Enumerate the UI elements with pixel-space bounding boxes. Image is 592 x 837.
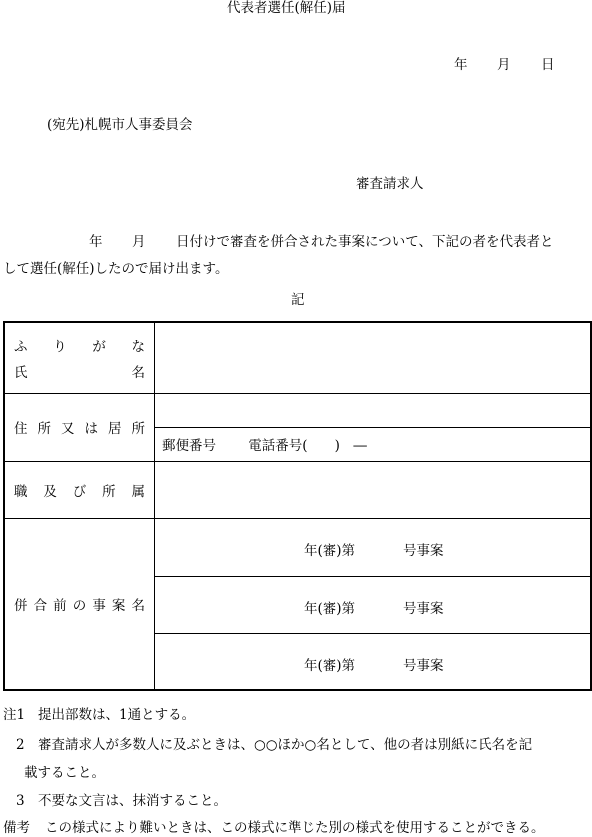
remark-label: 備考	[3, 820, 30, 836]
contact-cell[interactable]	[155, 427, 592, 461]
furigana-label: ふ り が な	[14, 338, 145, 355]
page-title: 代表者選任(解任)届	[227, 0, 346, 16]
note-2-text: 審査請求人が多数人に及ぶときは、○○ほか○名として、他の者は別紙に氏名を記	[38, 737, 533, 753]
phone-label: 電話番号( ) ―	[248, 438, 367, 454]
addressee: (宛先)札幌市人事委員会	[47, 117, 193, 133]
occupation-label-cell	[4, 461, 155, 518]
case-year-label: 年(審)第	[304, 657, 356, 674]
cases-label: 併 合 前 の 事 案 名	[14, 597, 145, 614]
note-1-number: 注1	[3, 707, 26, 723]
date-day: 日	[541, 57, 555, 73]
note-1-text: 提出部数は、1通とする。	[38, 707, 196, 723]
name-label: 氏 名	[14, 364, 145, 381]
occupation-value-cell[interactable]	[155, 461, 592, 518]
name-label-cell	[4, 322, 155, 393]
case-row[interactable]	[155, 633, 592, 690]
note-2-number: 2	[16, 737, 25, 753]
ki-heading: 記	[291, 292, 305, 308]
body-line2: して選任(解任)したので届け出ます。	[3, 261, 229, 277]
body-line1-rest: 日付けで審査を併合された事案について、下記の者を代表者と	[176, 234, 554, 250]
body-year: 年	[89, 234, 103, 250]
case-number-label: 号事案	[403, 657, 444, 674]
name-value-cell[interactable]	[155, 322, 592, 393]
address-label-cell	[4, 393, 155, 461]
case-year-label: 年(審)第	[304, 600, 356, 617]
body-month: 月	[132, 234, 146, 250]
case-number-label: 号事案	[403, 600, 444, 617]
form-table	[3, 321, 592, 691]
cases-label-cell	[4, 518, 155, 690]
case-number-label: 号事案	[403, 542, 444, 559]
date-month: 月	[497, 57, 511, 73]
requester-label: 審査請求人	[356, 176, 424, 192]
case-row[interactable]	[155, 576, 592, 633]
remark-text: この様式により難いときは、この様式に準じた別の様式を使用することができる。	[45, 820, 545, 836]
address-value-cell[interactable]	[155, 393, 592, 427]
postal-label: 郵便番号	[162, 438, 216, 454]
note-3-text: 不要な文言は、抹消すること。	[38, 793, 227, 809]
note-3-number: 3	[16, 793, 25, 809]
note-2-continuation: 載すること。	[24, 765, 105, 781]
case-year-label: 年(審)第	[304, 542, 356, 559]
case-row[interactable]	[155, 518, 592, 576]
occupation-label: 職 及 び 所 属	[14, 483, 145, 500]
date-year: 年	[454, 57, 468, 73]
address-label: 住 所 又 は 居 所	[14, 421, 145, 437]
